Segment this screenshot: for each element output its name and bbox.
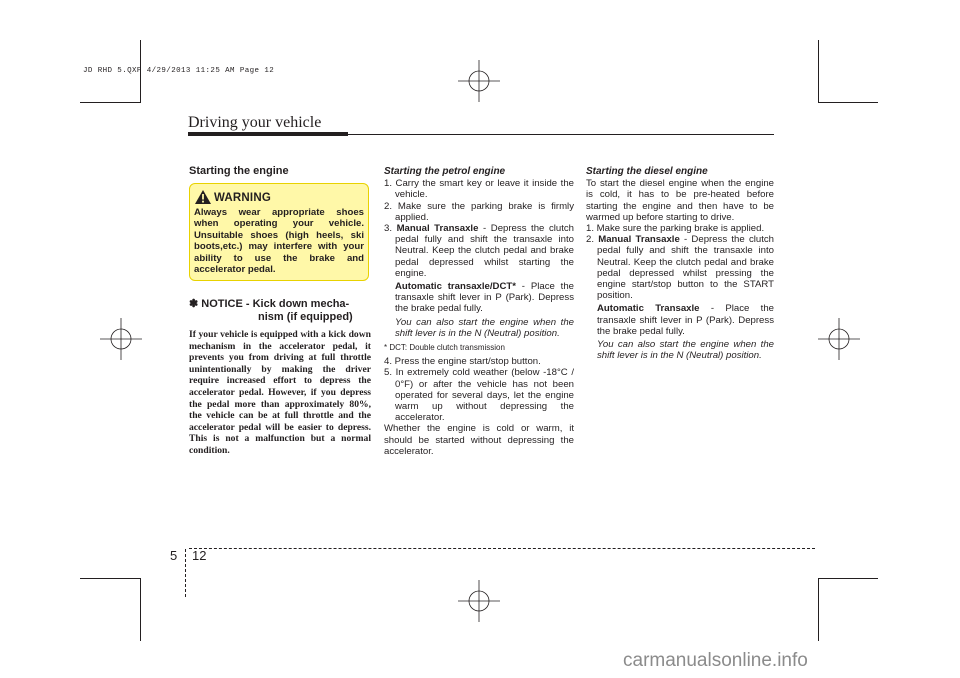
column-2 xyxy=(384,166,574,457)
manual-transaxle-label: Manual Transaxle xyxy=(396,223,479,235)
diesel-manual-transaxle-label: Manual Transaxle xyxy=(598,234,680,246)
diesel-automatic-note xyxy=(586,303,774,337)
diesel-engine-heading: Starting the diesel engine xyxy=(586,166,708,177)
page-number: 12 xyxy=(192,548,207,563)
diesel-step-2-text: - Depress the clutch pedal fully and shift the transaxle into Neutral. Keep the clutch pedal and brake pedal depressed whilst pressing the engine start/stop button to the START position. xyxy=(597,234,774,302)
dct-footnote: * DCT: Double clutch transmission xyxy=(384,343,505,353)
header-rule-thin xyxy=(348,134,774,135)
petrol-step-3 xyxy=(384,223,574,279)
petrol-neutral-note: You can also start the engine when the shift lever is in the N (Neutral) position. xyxy=(395,316,574,339)
diesel-automatic-label: Automatic Transaxle xyxy=(597,303,700,315)
warning-box xyxy=(189,183,369,281)
diesel-step-2-num: 2. xyxy=(586,234,599,246)
petrol-step-4: 4. Press the engine start/stop button. xyxy=(384,356,541,368)
diesel-automatic-text: - Place the transaxle shift lever in P (Park). Depress the brake pedal fully. xyxy=(597,303,774,337)
petrol-closing-text: Whether the engine is cold or warm, it should be started without depressing the accelerator. xyxy=(384,423,574,457)
chapter-number: 5 xyxy=(170,548,178,563)
starting-engine-heading: Starting the engine xyxy=(189,165,289,177)
notice-body: If your vehicle is equipped with a kick down mechanism in the accelerator pedal, it prevents you from driving at full throttle unintentionally by making the driver require increased effort to depress the accelerator pedal. However, if you depress the pedal more than approximately 80%, the vehicle can be at full throttle and the accelerator pedal will be easier to depress. This is not a malfunction but a normal condition. xyxy=(189,329,371,456)
header-rule-thick xyxy=(188,132,348,136)
registration-mark-bottom xyxy=(456,578,502,624)
warning-text: Always wear appropriate shoes when operating your vehicle. Unsuitable shoes (high heels, ski boots,etc.) may interfere with your ability to use the brake and accelerator pedal. xyxy=(194,207,364,276)
footer-rule xyxy=(189,548,815,549)
column-3 xyxy=(586,166,774,361)
watermark: carmanualsonline.info xyxy=(623,650,808,671)
diesel-step-2 xyxy=(586,234,774,301)
notice-star-icon: ✽ xyxy=(189,298,199,310)
automatic-dct-label: Automatic transaxle/DCT* xyxy=(395,281,516,293)
registration-mark-top xyxy=(456,58,502,104)
notice-title-line2: nism (if equipped) xyxy=(258,311,353,323)
petrol-step-1: 1. Carry the smart key or leave it inside the vehicle. xyxy=(384,178,574,201)
footer-separator xyxy=(185,549,186,597)
warning-triangle-icon xyxy=(195,190,211,204)
diesel-intro: To start the diesel engine when the engine is cold, it has to be pre-heated before starting the engine and then have to be warmed up before starting to drive. xyxy=(586,178,774,223)
petrol-engine-heading: Starting the petrol engine xyxy=(384,166,506,177)
registration-mark-left xyxy=(98,316,144,362)
diesel-neutral-note: You can also start the engine when the shift lever is in the N (Neutral) position. xyxy=(597,339,774,362)
section-title: Driving your vehicle xyxy=(188,114,322,131)
petrol-step-2: 2. Make sure the parking brake is firmly applied. xyxy=(384,200,574,223)
warning-title: WARNING xyxy=(214,192,271,204)
diesel-step-1: 1. Make sure the parking brake is applied. xyxy=(586,223,765,235)
notice-title xyxy=(189,297,349,310)
petrol-automatic-note xyxy=(384,281,574,315)
petrol-automatic-text: - Place the transaxle shift lever in P (Park). Depress the brake pedal fully. xyxy=(395,281,574,315)
column-1 xyxy=(189,166,289,177)
petrol-step-3-text: - Depress the clutch pedal fully and shift the transaxle into Neutral. Keep the clutch pedal and brake pedal depressed whilst starting the engine. xyxy=(395,223,575,279)
registration-mark-right xyxy=(816,316,862,362)
notice-title-line1: NOTICE - Kick down mecha- xyxy=(201,298,350,310)
petrol-step-3-num: 3. xyxy=(384,223,397,235)
print-slug: JD RHD 5.QXP 4/29/2013 11:25 AM Page 12 xyxy=(83,67,275,75)
petrol-step-5: 5. In extremely cold weather (below -18°C / 0°F) or after the vehicle has not been operated for several days, let the engine warm up without depressing the accelerator. xyxy=(384,367,574,424)
